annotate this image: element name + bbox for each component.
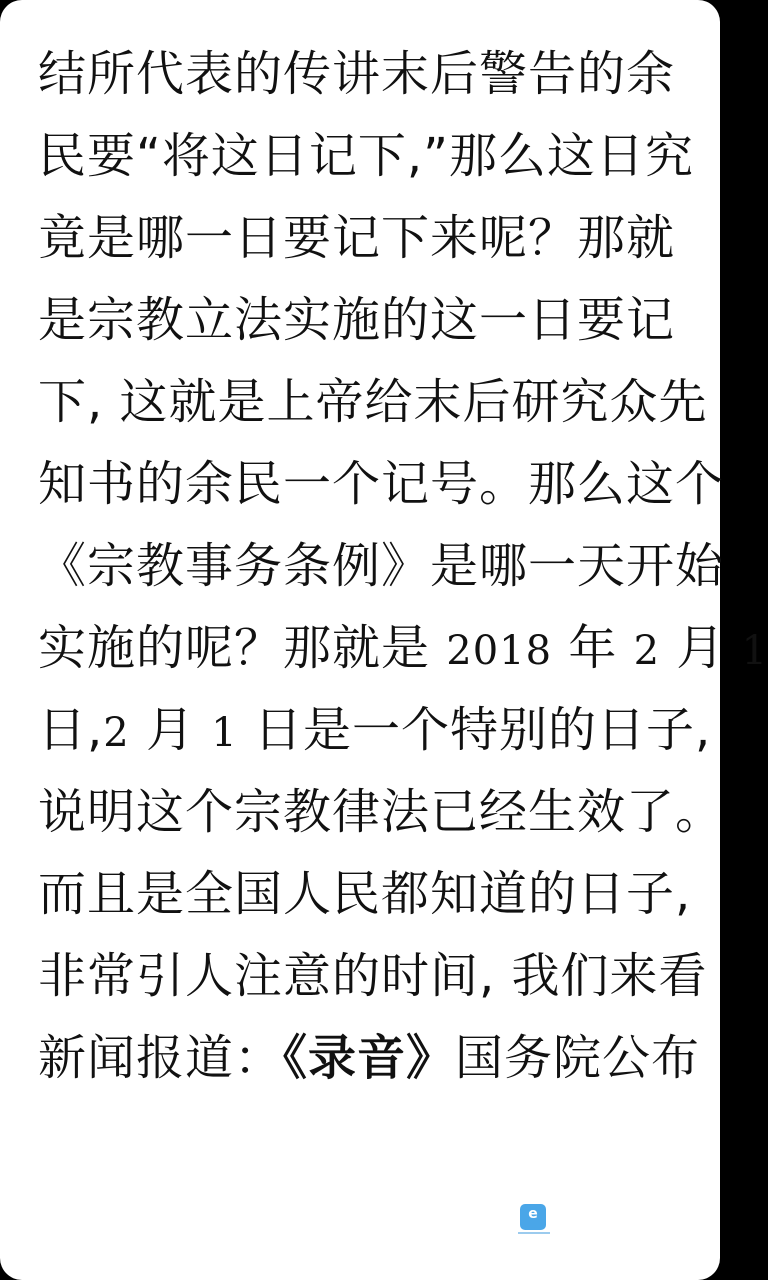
text-line-8: 实施的呢？那就是 2018 年 2 月 1 [38,620,768,676]
month-number: 2 [103,710,130,756]
text-line-9: 日,2 月 1 日是一个特别的日子, [38,702,712,758]
brand-logo-icon: e [520,1204,546,1230]
text-line-13: 新闻报道：《录音》国务院公布 [38,1030,701,1086]
day-number: 1 [211,710,238,756]
day-number: 1 [741,628,768,674]
text-line-6: 知书的余民一个记号。那么这个 [38,456,725,512]
watermark-caption [512,1231,556,1236]
text-line-1: 结所代表的传讲末后警告的余 [38,46,676,102]
month-number: 2 [633,628,661,674]
text-body [38,38,768,1104]
text-line-10: 说明这个宗教律法已经生效了。 [38,784,725,840]
watermark-logo [512,1201,556,1237]
text-line-12: 非常引人注意的时间, 我们来看 [38,948,708,1004]
recording-label: 《录音》 [283,1030,456,1086]
year-number: 2018 [446,628,553,674]
text-line-11: 而且是全国人民都知道的日子, [38,866,692,922]
text-line-5: 下, 这就是上帝给末后研究众先 [38,374,708,430]
text-line-2: 民要“将这日记下,”那么这日究 [38,128,694,184]
text-line-4: 是宗教立法实施的这一日要记 [38,292,676,348]
text-line-7: 《宗教事务条例》是哪一天开始 [38,538,725,594]
text-line-3: 竟是哪一日要记下来呢？那就 [38,210,676,266]
